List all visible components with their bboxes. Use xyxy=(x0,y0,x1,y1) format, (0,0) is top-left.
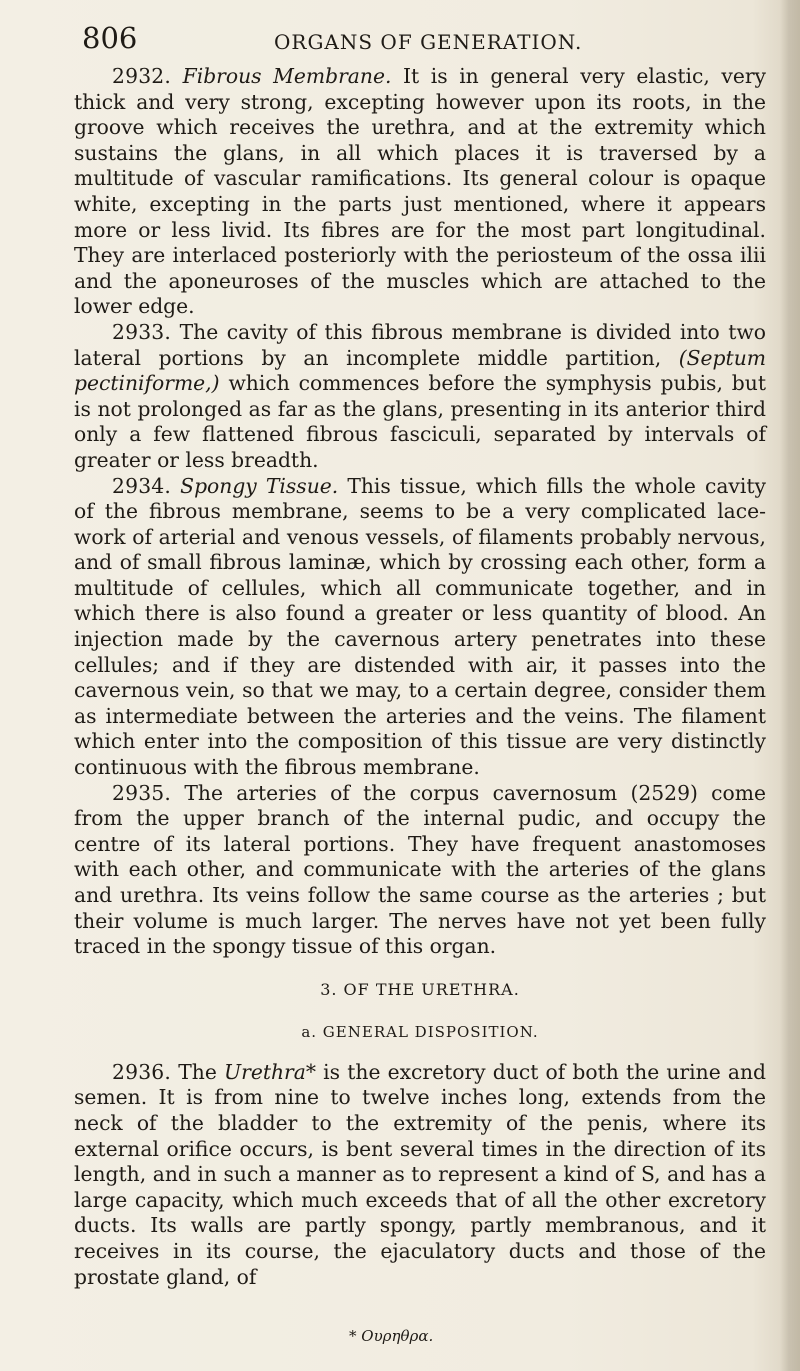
paragraph-2935 xyxy=(74,781,766,960)
paragraph-number: 2932. xyxy=(112,64,172,88)
paragraph-text: This tissue, which fills the whole cavity of the fibrous membrane, seems to be a very complicated lace-work of arterial and venous vessels, of filaments probably nervous, and of small fibrous laminæ, which by crossing each other, form a multitude of cellules, which all communicate together, and in which there is also found a greater or less quantity of blood. An injection made by the cavernous artery penetrates into these cellules; and if they are distended with air, it passes into the cavernous vein, so that we may, to a certain degree, consider them as intermediate between the arteries and the veins. The filament which enter into the composition of this tissue are very distinctly continuous with the fibrous membrane. xyxy=(74,473,766,780)
paragraph-2933 xyxy=(74,320,766,474)
paragraph-number: 2936. xyxy=(112,1059,172,1084)
paragraph-2936 xyxy=(74,1060,766,1290)
running-head: ORGANS OF GENERATION. xyxy=(274,30,583,54)
latin-term: (Septum pectiniforme,) xyxy=(74,345,766,396)
heading-spacer xyxy=(74,1042,766,1060)
section-heading: 3. OF THE URETHRA. xyxy=(320,979,520,999)
paragraph-text-continued: which commences before the symphysis pubis, but is not prolonged as far as the glans, presenting in its anterior third only a few flattened fibrous fasciculi, separated by intervals of greater or less breadth. xyxy=(74,371,766,472)
paragraph-title: Spongy Tissue. xyxy=(180,473,339,498)
paragraph-text: The cavity of this fibrous membrane is divided into two lateral portions by an incomplete middle partition, xyxy=(74,319,766,370)
paragraph-2934 xyxy=(74,474,766,781)
page-edge-shadow xyxy=(780,0,800,1371)
page-content xyxy=(74,64,766,1290)
paragraph-number: 2934. xyxy=(112,473,172,498)
paragraph-text: It is in general very elastic, very thick and very strong, excepting however upon its roots, in the groove which receives the urethra, and at the extremity which sustains the glans, in all which places it is traversed by a multitude of vascular ramifications. Its general colour is opaque white, excepting in the parts just mentioned, where it appears more or less livid. Its fibres are for the most part longitudinal. They are interlaced posteriorly with the periosteum of the ossa ilii and the aponeuroses of the muscles which are attached to the lower edge. xyxy=(74,64,767,319)
paragraph-number: 2935. xyxy=(112,780,172,805)
sub-heading: a. GENERAL DISPOSITION. xyxy=(301,1022,539,1041)
paragraph-title: Fibrous Membrane. xyxy=(182,64,392,88)
paragraph-number: 2933. xyxy=(112,319,172,344)
paragraph-text-continued: is the excretory duct of both the urine and semen. It is from nine to twelve inches long, extends from the neck of the bladder to the extremity of the penis, where its external orifice occurs, is bent several times in the direction of its length, and in such a manner as to represent a kind of S, and has a large capacity, which much exceeds that of all the other excretory ducts. Its walls are partly spongy, partly membranous, and it receives in its course, the ejaculatory ducts and those of the prostate gland, of xyxy=(74,1059,767,1289)
page-number: 806 xyxy=(82,21,138,55)
footnote: * Ουρηθρα. xyxy=(349,1327,434,1345)
term-urethra: Urethra* xyxy=(224,1059,316,1084)
page-header xyxy=(74,22,754,64)
paragraph-text: The xyxy=(178,1059,217,1084)
paragraph-2932 xyxy=(74,64,766,320)
paragraph-text: The arteries of the corpus cavernosum (2529) come from the upper branch of the internal pudic, and occupy the centre of its lateral portions. They have frequent anastomoses with each other, and communicate with the arteries of the glans and urethra. Its veins follow the same course as the arteries ; but their volume is much larger. The nerves have not yet been fully traced in the spongy tissue of this organ. xyxy=(74,780,766,959)
